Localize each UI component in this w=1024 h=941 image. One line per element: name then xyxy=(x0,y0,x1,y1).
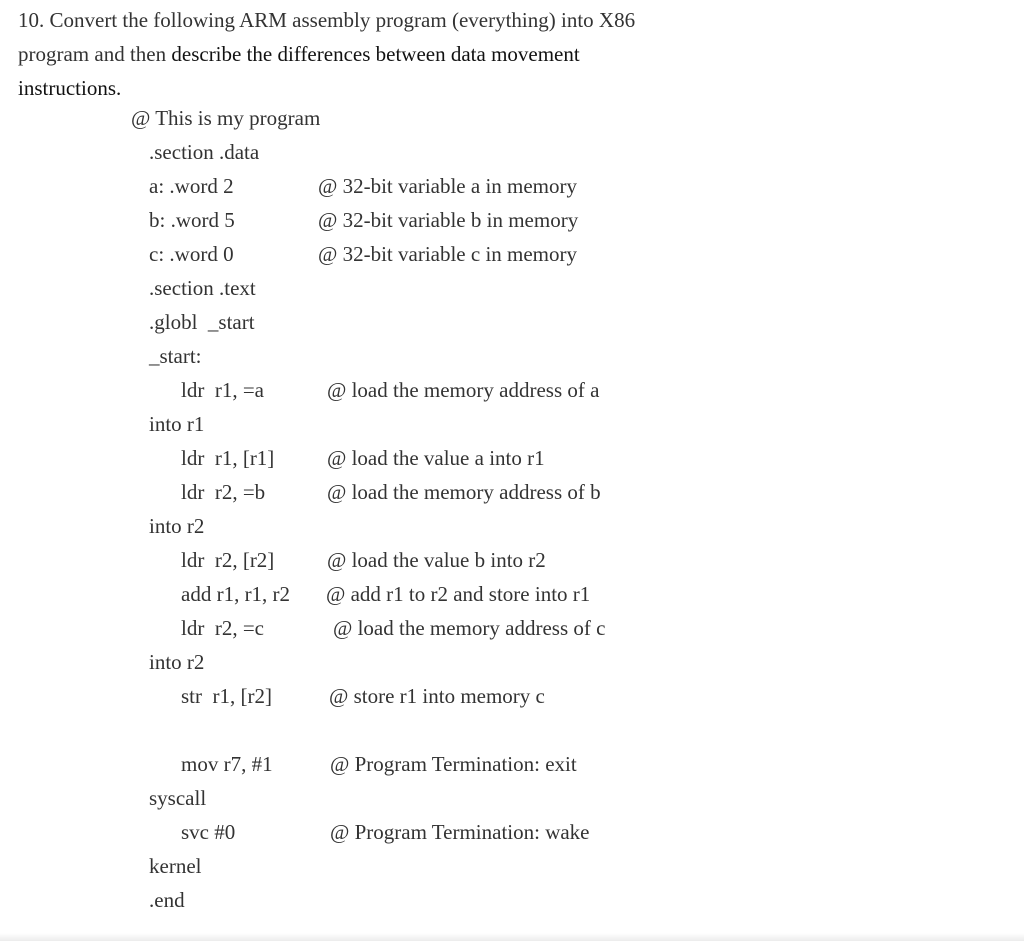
code-var-b-comment: @ 32-bit variable b in memory xyxy=(318,208,579,232)
code-instr-1-wrap: into r1 xyxy=(149,412,205,436)
code-instr-9-comment: @ Program Termination: wake xyxy=(330,820,590,844)
code-instr-1: ldr r1, =a xyxy=(181,378,264,402)
code-header-comment: @ This is my program xyxy=(131,106,321,130)
code-instr-2-comment: @ load the value a into r1 xyxy=(327,446,545,470)
code-instr-9: svc #0 xyxy=(181,820,236,844)
code-instr-8-comment: @ Program Termination: exit xyxy=(330,752,577,776)
code-instr-6-comment: @ load the memory address of c xyxy=(333,616,606,640)
code-instr-2: ldr r1, [r1] xyxy=(181,446,275,470)
code-instr-5: add r1, r1, r2 xyxy=(181,582,291,606)
code-instr-9-wrap: kernel xyxy=(149,854,202,878)
code-instr-3-wrap: into r2 xyxy=(149,514,205,538)
code-start-label: _start: xyxy=(149,344,202,368)
code-instr-1-comment: @ load the memory address of a xyxy=(327,378,600,402)
code-var-c: c: .word 0 xyxy=(149,242,234,266)
code-instr-4-comment: @ load the value b into r2 xyxy=(327,548,546,572)
code-instr-6: ldr r2, =c xyxy=(181,616,264,640)
code-var-a: a: .word 2 xyxy=(149,174,234,198)
code-instr-8-wrap: syscall xyxy=(149,786,207,810)
code-instr-7: str r1, [r2] xyxy=(181,684,272,708)
code-instr-3: ldr r2, =b xyxy=(181,480,266,504)
page-bottom-edge xyxy=(0,933,1024,941)
code-instr-7-comment: @ store r1 into memory c xyxy=(329,684,545,708)
question-prompt: 10. Convert the following ARM assembly program (everything) into X86 program and then xyxy=(18,8,636,66)
code-var-a-comment: @ 32-bit variable a in memory xyxy=(318,174,578,198)
code-section-data: .section .data xyxy=(149,140,260,164)
code-instr-8: mov r7, #1 xyxy=(181,752,273,776)
code-var-c-comment: @ 32-bit variable c in memory xyxy=(318,242,578,266)
code-section-text: .section .text xyxy=(149,276,256,300)
code-globl: .globl _start xyxy=(149,310,255,334)
code-instr-3-comment: @ load the memory address of b xyxy=(327,480,601,504)
code-end: .end xyxy=(149,888,185,912)
code-instr-5-comment: @ add r1 to r2 and store into r1 xyxy=(326,582,591,606)
code-instr-4: ldr r2, [r2] xyxy=(181,548,275,572)
code-var-b: b: .word 5 xyxy=(149,208,235,232)
code-instr-6-wrap: into r2 xyxy=(149,650,205,674)
question-task: describe the differences between data movement instructions. xyxy=(18,42,580,100)
question-text xyxy=(18,3,638,105)
